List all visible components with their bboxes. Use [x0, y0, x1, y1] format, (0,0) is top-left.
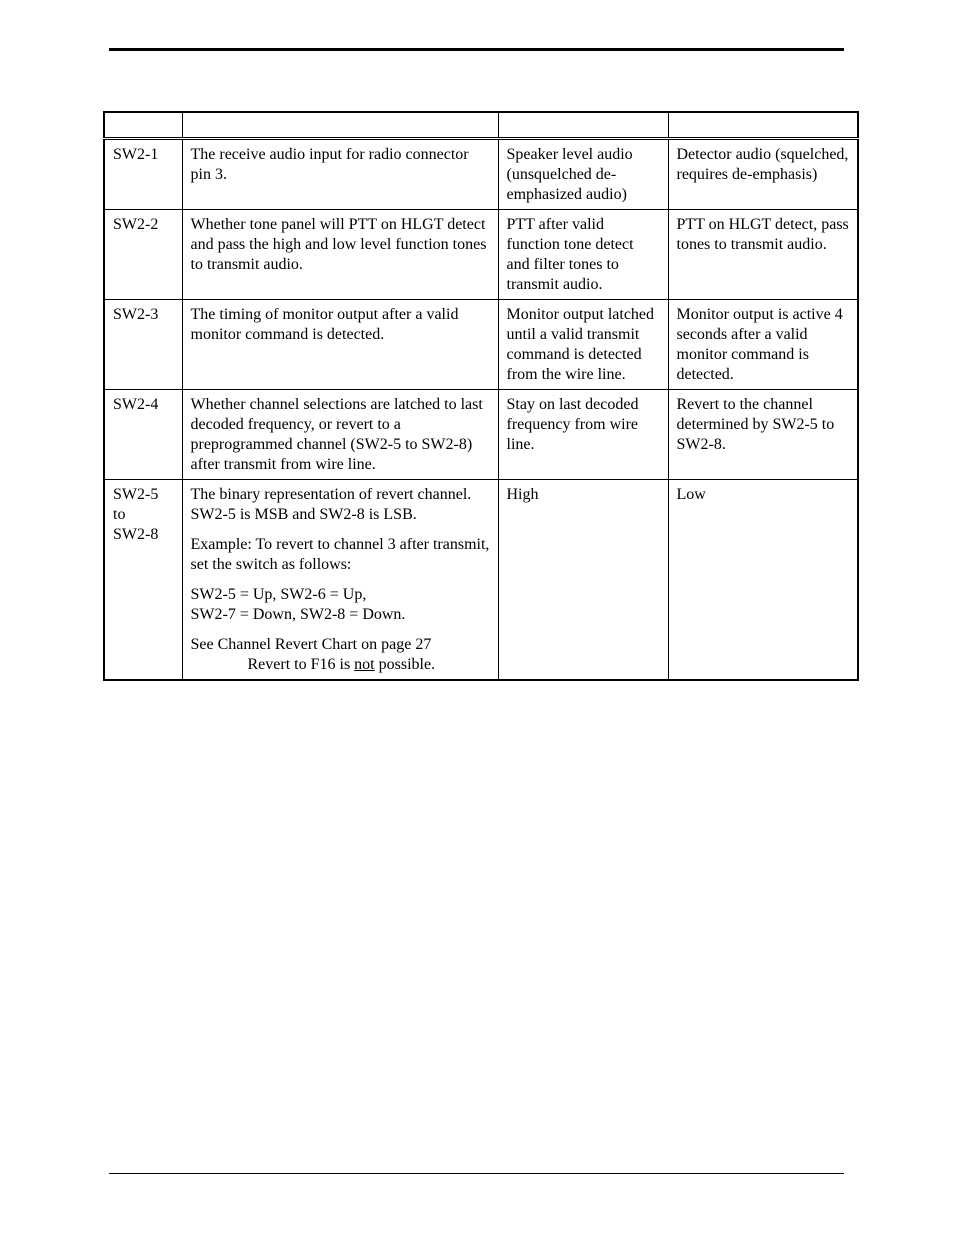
header-rule [109, 48, 844, 51]
down-setting-cell: Detector audio (squelched, requires de-emphasis) [668, 139, 858, 210]
table-row [104, 390, 858, 480]
switch-cell: SW2-4 [104, 390, 182, 480]
switch-settings-paragraph [191, 585, 490, 625]
switch-settings-table-container [103, 111, 857, 681]
switch-line: SW2-5 [113, 486, 159, 503]
switch-settings-table [103, 111, 859, 681]
footer-rule [109, 1173, 844, 1174]
revert-limit-pre: Revert to F16 is [247, 656, 355, 673]
description-cell: The receive audio input for radio connector pin 3. [182, 139, 498, 210]
description-cell: Whether channel selections are latched to last decoded frequency, or revert to a preprogrammed channel (SW2-5 to SW2-8) after transmit from wire line. [182, 390, 498, 480]
up-setting-cell: PTT after valid function tone detect and filter tones to transmit audio. [498, 210, 668, 300]
switch-cell: SW2-3 [104, 300, 182, 390]
switch-cell: SW2-1 [104, 139, 182, 210]
table-row [104, 210, 858, 300]
switch-line: SW2-8 [113, 526, 159, 543]
down-setting-cell: Monitor output is active 4 seconds after a valid monitor command is detected. [668, 300, 858, 390]
down-setting-cell: Revert to the channel determined by SW2-5 to SW2-8. [668, 390, 858, 480]
revert-chart-note [191, 635, 490, 675]
switch-cell [104, 480, 182, 681]
description-cell: Whether tone panel will PTT on HLGT detect and pass the high and low level function tones to transmit audio. [182, 210, 498, 300]
description-cell [182, 480, 498, 681]
switch-line: to [113, 506, 126, 523]
header-cell-up [498, 112, 668, 139]
up-setting-cell: High [498, 480, 668, 681]
table-row [104, 480, 858, 681]
description-cell: The timing of monitor output after a valid monitor command is detected. [182, 300, 498, 390]
table-header-row [104, 112, 858, 139]
up-setting-cell: Stay on last decoded frequency from wire line. [498, 390, 668, 480]
settings-line: SW2-7 = Down, SW2-8 = Down. [190, 606, 406, 623]
switch-cell: SW2-2 [104, 210, 182, 300]
down-setting-cell: PTT on HLGT detect, pass tones to transmit audio. [668, 210, 858, 300]
revert-limit-post: possible. [374, 656, 436, 673]
table-row [104, 139, 858, 210]
description-paragraph: The binary representation of revert channel. SW2-5 is MSB and SW2-8 is LSB. [190, 486, 472, 523]
header-cell-down [668, 112, 858, 139]
revert-limit-note [191, 655, 490, 675]
down-setting-cell: Low [668, 480, 858, 681]
revert-limit-emphasis: not [354, 656, 375, 673]
up-setting-cell: Speaker level audio (unsquelched de-emphasized audio) [498, 139, 668, 210]
header-cell-description [182, 112, 498, 139]
settings-line: SW2-5 = Up, SW2-6 = Up, [190, 586, 367, 603]
table-row [104, 300, 858, 390]
example-paragraph: Example: To revert to channel 3 after transmit, set the switch as follows: [190, 536, 490, 573]
chart-reference: See Channel Revert Chart on page 27 [190, 636, 432, 653]
header-cell-switch [104, 112, 182, 139]
up-setting-cell: Monitor output latched until a valid transmit command is detected from the wire line. [498, 300, 668, 390]
